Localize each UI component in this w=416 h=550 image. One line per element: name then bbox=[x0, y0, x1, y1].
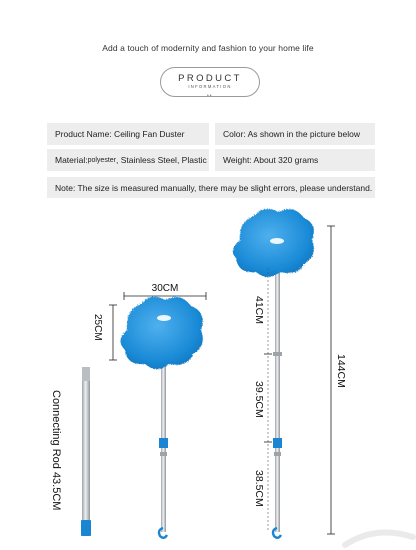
connecting-rod bbox=[81, 367, 91, 536]
short-duster-collar bbox=[160, 452, 167, 456]
segment-top-label: 41CM bbox=[253, 296, 265, 325]
spec-weight-text: Weight: About 320 grams bbox=[223, 155, 319, 165]
short-duster-head bbox=[120, 297, 202, 369]
long-duster-head-clip bbox=[270, 238, 284, 244]
long-duster-connector bbox=[273, 438, 282, 448]
spec-note-text: Note: The size is measured manually, there may be slight errors, please understand. bbox=[55, 182, 373, 193]
connecting-rod-shaft bbox=[82, 368, 90, 523]
badge-dots-decoration: •• bbox=[207, 93, 213, 99]
spec-material-rest: , Stainless Steel, Plastic bbox=[116, 155, 207, 165]
spec-material-small: polyester bbox=[87, 156, 116, 164]
long-duster-joint-1 bbox=[273, 352, 282, 356]
segment-mid-label: 39.5CM bbox=[253, 381, 265, 418]
spec-material-label: Material: bbox=[55, 155, 88, 165]
decorative-swoosh bbox=[345, 533, 413, 546]
segment-bottom-label: 38.5CM bbox=[253, 470, 265, 507]
badge-title: PRODUCT bbox=[178, 73, 242, 84]
short-duster bbox=[120, 297, 202, 538]
total-length-label: 144CM bbox=[335, 354, 347, 388]
short-duster-connector bbox=[159, 438, 168, 448]
spec-product-name-text: Product Name: Ceiling Fan Duster bbox=[55, 129, 185, 139]
tagline: Add a touch of modernity and fashion to your home life bbox=[102, 43, 314, 53]
long-duster-joint-2 bbox=[274, 452, 281, 456]
badge-subtitle: INFORMATION bbox=[188, 84, 232, 89]
spec-color-text: Color: As shown in the picture below bbox=[223, 129, 361, 139]
connecting-rod-blue-cap bbox=[81, 520, 91, 536]
long-duster bbox=[233, 209, 314, 538]
long-duster-rod bbox=[275, 270, 280, 532]
connecting-rod-top-sleeve bbox=[82, 367, 90, 381]
connecting-rod-label: Connecting Rod 43.5CM bbox=[50, 390, 62, 511]
height-dimension-label: 25CM bbox=[92, 314, 103, 341]
width-dimension-label: 30CM bbox=[151, 283, 179, 294]
short-duster-head-clip bbox=[157, 315, 171, 321]
